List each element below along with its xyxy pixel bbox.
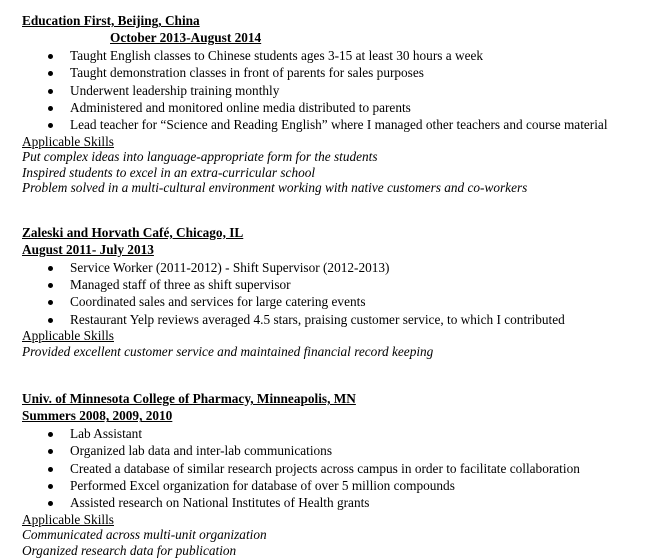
bullet-icon [48,123,53,128]
skill-item: Communicated across multi-unit organization [22,527,267,543]
duties-list [22,47,652,134]
duty-text: Managed staff of three as shift supervisor [70,276,291,292]
skill-item: Problem solved in a multi-cultural environment working with native customers and co-workers [22,180,528,196]
bullet-icon [48,484,53,489]
job-heading: Univ. of Minnesota College of Pharmacy, Minneapolis, MN [22,391,356,407]
duties-list [22,259,652,329]
duty-text: Lead teacher for “Science and Reading English” where I managed other teachers and course material [70,117,608,133]
duty-item [22,99,652,116]
job-heading: Education First, Beijing, China [22,13,200,28]
applicable-skills-label: Applicable Skills [22,133,114,149]
bullet-icon [48,71,53,76]
duty-text: Taught English classes to Chinese students ages 3-15 at least 30 hours a week [70,47,484,63]
duty-item [22,293,652,310]
duty-text: Organized lab data and inter-lab communications [70,443,333,459]
duty-item [22,442,652,459]
resume-document [22,12,652,558]
job-section-univ-minnesota [22,390,652,558]
duty-text: Lab Assistant [70,425,143,441]
applicable-skills-label: Applicable Skills [22,511,114,527]
job-section-education-first [22,12,652,196]
duty-text: Administered and monitored online media distributed to parents [70,99,411,115]
bullet-icon [48,432,53,437]
duty-item [22,259,652,276]
duty-item [22,276,652,293]
skill-item: Put complex ideas into language-appropriate form for the students [22,149,378,165]
bullet-icon [48,266,53,271]
duty-item [22,47,652,64]
duty-text: Taught demonstration classes in front of parents for sales purposes [70,65,424,81]
duty-item [22,116,652,133]
duty-text: Coordinated sales and services for large catering events [70,294,366,310]
job-section-zaleski-horvath [22,224,652,359]
duty-text: Created a database of similar research projects across campus in order to facilitate collaboration [70,460,580,476]
duty-text: Assisted research on National Institutes of Health grants [70,495,370,511]
applicable-skills-label: Applicable Skills [22,328,114,344]
section-spacer [22,196,652,224]
duty-item [22,82,652,99]
duty-text: Performed Excel organization for database of over 5 million compounds [70,478,455,494]
bullet-icon [48,106,53,111]
skill-item: Inspired students to excel in an extra-curricular school [22,164,316,180]
duty-item [22,425,652,442]
bullet-icon [48,318,53,323]
duty-item [22,64,652,81]
duties-list [22,425,652,512]
duty-item [22,477,652,494]
job-dates: Summers 2008, 2009, 2010 [22,408,173,424]
duty-item [22,494,652,511]
skill-item: Provided excellent customer service and maintained financial record keeping [22,343,434,359]
skill-item: Organized research data for publication [22,542,237,558]
duty-text: Underwent leadership training monthly [70,82,280,98]
duty-item [22,311,652,328]
job-dates: October 2013-August 2014 [110,30,262,46]
bullet-icon [48,283,53,288]
bullet-icon [48,467,53,472]
job-heading: Zaleski and Horvath Café, Chicago, IL [22,224,244,240]
duty-item [22,460,652,477]
bullet-icon [48,89,53,94]
bullet-icon [48,54,53,59]
bullet-icon [48,449,53,454]
duty-text: Service Worker (2011-2012) - Shift Supervisor (2012-2013) [70,259,390,275]
job-dates: August 2011- July 2013 [22,242,154,258]
duty-text: Restaurant Yelp reviews averaged 4.5 stars, praising customer service, to which I contributed [70,311,565,327]
bullet-icon [48,300,53,305]
bullet-icon [48,501,53,506]
section-spacer [22,359,652,390]
